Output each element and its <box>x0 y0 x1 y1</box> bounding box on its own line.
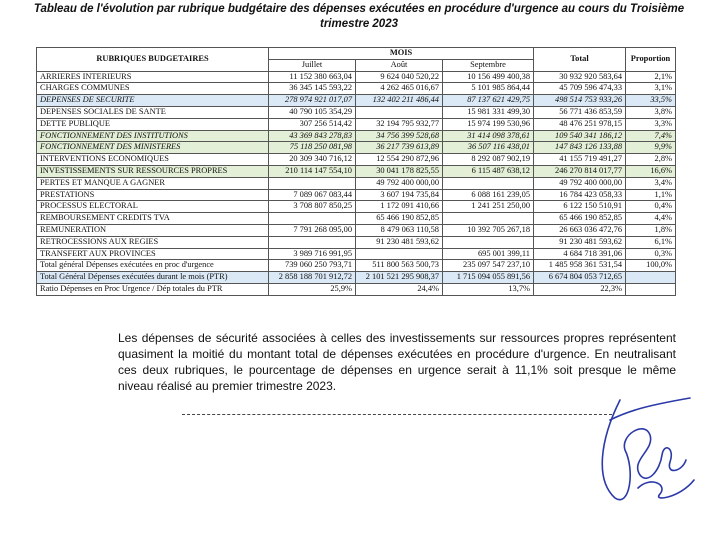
cell-proportion: 33,5% <box>626 95 676 107</box>
cell-septembre: 695 001 399,11 <box>443 248 534 260</box>
cell-total: 4 684 718 391,06 <box>534 248 626 260</box>
cell-septembre: 10 156 499 400,38 <box>443 71 534 83</box>
header-juillet: Juillet <box>269 59 356 71</box>
table-row <box>37 248 676 260</box>
cell-septembre: 8 292 087 902,19 <box>443 154 534 166</box>
cell-label: REMUNERATION <box>37 224 269 236</box>
table-row <box>37 130 676 142</box>
cell-juillet: 7 089 067 083,44 <box>269 189 356 201</box>
commentary-paragraph: Les dépenses de sécurité associées à celles des investissements sur ressources propres représentent quasiment la moitié du montant total de dépenses exécutées en procédure d'urgence. En neutralisant ces deux rubriques, le pourcentage de dépenses en urgence serait à 11,1% soit presque le même niveau réalisé au premier trimestre 2023. <box>118 331 676 393</box>
cell-label: ARRIERES INTERIEURS <box>37 71 269 83</box>
cell-total: 91 230 481 593,62 <box>534 236 626 248</box>
cell-label: FONCTIONNEMENT DES MINISTERES <box>37 142 269 154</box>
cell-total: 26 663 036 472,76 <box>534 224 626 236</box>
page-title <box>0 2 718 32</box>
cell-aout: 8 479 063 110,58 <box>356 224 443 236</box>
cell-septembre <box>443 213 534 225</box>
cell-juillet: 20 309 340 716,12 <box>269 154 356 166</box>
table-row <box>37 118 676 130</box>
cell-label: PRESTATIONS <box>37 189 269 201</box>
cell-proportion: 1,1% <box>626 189 676 201</box>
cell-total: 147 843 126 133,88 <box>534 142 626 154</box>
cell-total: 30 932 920 583,64 <box>534 71 626 83</box>
cell-proportion: 2,8% <box>626 154 676 166</box>
cell-total: 56 771 436 853,59 <box>534 106 626 118</box>
cell-label: TRANSFERT AUX PROVINCES <box>37 248 269 260</box>
cell-proportion: 3,8% <box>626 106 676 118</box>
cell-label: Total Général Dépenses exécutées durant le mois (PTR) <box>37 272 269 284</box>
cell-proportion <box>626 283 676 295</box>
cell-aout <box>356 248 443 260</box>
table-row <box>37 71 676 83</box>
table-row <box>37 83 676 95</box>
table-row <box>37 177 676 189</box>
cell-total: 49 792 400 000,00 <box>534 177 626 189</box>
cell-proportion <box>626 272 676 284</box>
cell-total: 48 476 251 978,15 <box>534 118 626 130</box>
table-row <box>37 201 676 213</box>
cell-aout: 9 624 040 520,22 <box>356 71 443 83</box>
cell-total: 498 514 753 933,26 <box>534 95 626 107</box>
cell-septembre: 6 115 487 638,12 <box>443 165 534 177</box>
cell-aout: 34 756 399 528,68 <box>356 130 443 142</box>
cell-label: RETROCESSIONS AUX REGIES <box>37 236 269 248</box>
cell-septembre: 5 101 985 864,44 <box>443 83 534 95</box>
header-row-1 <box>37 48 676 60</box>
cell-total: 1 485 958 361 531,54 <box>534 260 626 272</box>
cell-label: Ratio Dépenses en Proc Urgence / Dép totales du PTR <box>37 283 269 295</box>
title-line-2: trimestre 2023 <box>320 18 398 30</box>
cell-label: REMBOURSEMENT CREDITS TVA <box>37 213 269 225</box>
cell-total: 6 674 804 053 712,65 <box>534 272 626 284</box>
cell-juillet: 43 369 843 278,83 <box>269 130 356 142</box>
cell-septembre: 36 507 116 438,01 <box>443 142 534 154</box>
cell-proportion: 7,4% <box>626 130 676 142</box>
cell-juillet: 25,9% <box>269 283 356 295</box>
cell-proportion: 9,9% <box>626 142 676 154</box>
cell-juillet: 3 708 807 850,25 <box>269 201 356 213</box>
signature-mark <box>590 380 710 510</box>
cell-septembre: 13,7% <box>443 283 534 295</box>
table-row <box>37 189 676 201</box>
cell-juillet: 3 989 716 991,95 <box>269 248 356 260</box>
cell-juillet <box>269 177 356 189</box>
cell-total: 45 709 596 474,33 <box>534 83 626 95</box>
table-row <box>37 95 676 107</box>
cell-aout: 511 800 563 500,73 <box>356 260 443 272</box>
cell-juillet: 2 858 188 701 912,72 <box>269 272 356 284</box>
cell-septembre: 6 088 161 239,05 <box>443 189 534 201</box>
cell-septembre <box>443 177 534 189</box>
cell-septembre: 1 715 094 055 891,56 <box>443 272 534 284</box>
header-septembre: Septembre <box>443 59 534 71</box>
cell-septembre: 235 097 547 237,10 <box>443 260 534 272</box>
cell-aout: 3 607 194 735,84 <box>356 189 443 201</box>
cell-label: DEPENSES SOCIALES DE SANTE <box>37 106 269 118</box>
cell-juillet <box>269 236 356 248</box>
cell-total: 109 540 341 186,12 <box>534 130 626 142</box>
cell-aout: 2 101 521 295 908,37 <box>356 272 443 284</box>
dashed-separator <box>182 414 612 415</box>
cell-proportion: 3,3% <box>626 118 676 130</box>
cell-aout: 1 172 091 410,66 <box>356 201 443 213</box>
cell-label: INTERVENTIONS ECONOMIQUES <box>37 154 269 166</box>
cell-aout: 65 466 190 852,85 <box>356 213 443 225</box>
table-row <box>37 236 676 248</box>
cell-label: DETTE PUBLIQUE <box>37 118 269 130</box>
cell-proportion: 0,3% <box>626 248 676 260</box>
cell-aout: 132 402 211 486,44 <box>356 95 443 107</box>
cell-septembre: 15 981 331 499,30 <box>443 106 534 118</box>
cell-aout: 49 792 400 000,00 <box>356 177 443 189</box>
cell-proportion: 3,1% <box>626 83 676 95</box>
cell-proportion: 100,0% <box>626 260 676 272</box>
cell-proportion: 3,4% <box>626 177 676 189</box>
cell-aout: 4 262 465 016,67 <box>356 83 443 95</box>
table-row <box>37 213 676 225</box>
cell-juillet: 36 345 145 593,22 <box>269 83 356 95</box>
cell-label: PROCESSUS ELECTORAL <box>37 201 269 213</box>
cell-proportion: 2,1% <box>626 71 676 83</box>
table-row <box>37 165 676 177</box>
header-mois: MOIS <box>269 48 534 60</box>
cell-label: Total général Dépenses exécutées en proc d'urgence <box>37 260 269 272</box>
cell-septembre: 87 137 621 429,75 <box>443 95 534 107</box>
cell-aout: 30 041 178 825,55 <box>356 165 443 177</box>
cell-label: FONCTIONNEMENT DES INSTITUTIONS <box>37 130 269 142</box>
header-aout: Août <box>356 59 443 71</box>
cell-label: CHARGES COMMUNES <box>37 83 269 95</box>
cell-juillet <box>269 213 356 225</box>
cell-label: PERTES ET MANQUE A GAGNER <box>37 177 269 189</box>
ratio-row <box>37 283 676 295</box>
cell-juillet: 739 060 250 793,71 <box>269 260 356 272</box>
cell-proportion: 16,6% <box>626 165 676 177</box>
cell-aout: 91 230 481 593,62 <box>356 236 443 248</box>
cell-total: 246 270 814 017,77 <box>534 165 626 177</box>
cell-total: 6 122 150 510,91 <box>534 201 626 213</box>
cell-juillet: 278 974 921 017,07 <box>269 95 356 107</box>
cell-septembre: 10 392 705 267,18 <box>443 224 534 236</box>
header-rubriques: RUBRIQUES BUDGETAIRES <box>37 48 269 72</box>
cell-total: 22,3% <box>534 283 626 295</box>
header-proportion: Proportion <box>626 48 676 72</box>
cell-aout <box>356 106 443 118</box>
cell-aout: 12 554 290 872,96 <box>356 154 443 166</box>
cell-juillet: 40 790 105 354,29 <box>269 106 356 118</box>
cell-juillet: 210 114 147 554,10 <box>269 165 356 177</box>
total-mois-row <box>37 272 676 284</box>
cell-juillet: 7 791 268 095,00 <box>269 224 356 236</box>
cell-juillet: 75 118 250 081,98 <box>269 142 356 154</box>
cell-total: 16 784 423 058,33 <box>534 189 626 201</box>
total-urgence-row <box>37 260 676 272</box>
cell-septembre: 1 241 251 250,00 <box>443 201 534 213</box>
table-body <box>37 71 676 295</box>
cell-aout: 24,4% <box>356 283 443 295</box>
cell-septembre: 15 974 199 530,96 <box>443 118 534 130</box>
title-line-1: Tableau de l'évolution par rubrique budgétaire des dépenses exécutées en procédure d'urgence au cours du Troisième <box>33 3 685 15</box>
cell-proportion: 0,4% <box>626 201 676 213</box>
cell-aout: 32 194 795 932,77 <box>356 118 443 130</box>
cell-septembre <box>443 236 534 248</box>
cell-label: INVESTISSEMENTS SUR RESSOURCES PROPRES <box>37 165 269 177</box>
cell-proportion: 6,1% <box>626 236 676 248</box>
table-row <box>37 142 676 154</box>
table-row <box>37 154 676 166</box>
header-total: Total <box>534 48 626 72</box>
budget-table <box>36 47 676 296</box>
cell-juillet: 307 256 514,42 <box>269 118 356 130</box>
cell-label: DEPENSES DE SECURITE <box>37 95 269 107</box>
cell-proportion: 4,4% <box>626 213 676 225</box>
cell-proportion: 1,8% <box>626 224 676 236</box>
table-row <box>37 224 676 236</box>
cell-total: 65 466 190 852,85 <box>534 213 626 225</box>
cell-septembre: 31 414 098 378,61 <box>443 130 534 142</box>
cell-aout: 36 217 739 613,89 <box>356 142 443 154</box>
cell-total: 41 155 719 491,27 <box>534 154 626 166</box>
cell-juillet: 11 152 380 663,04 <box>269 71 356 83</box>
table-row <box>37 106 676 118</box>
